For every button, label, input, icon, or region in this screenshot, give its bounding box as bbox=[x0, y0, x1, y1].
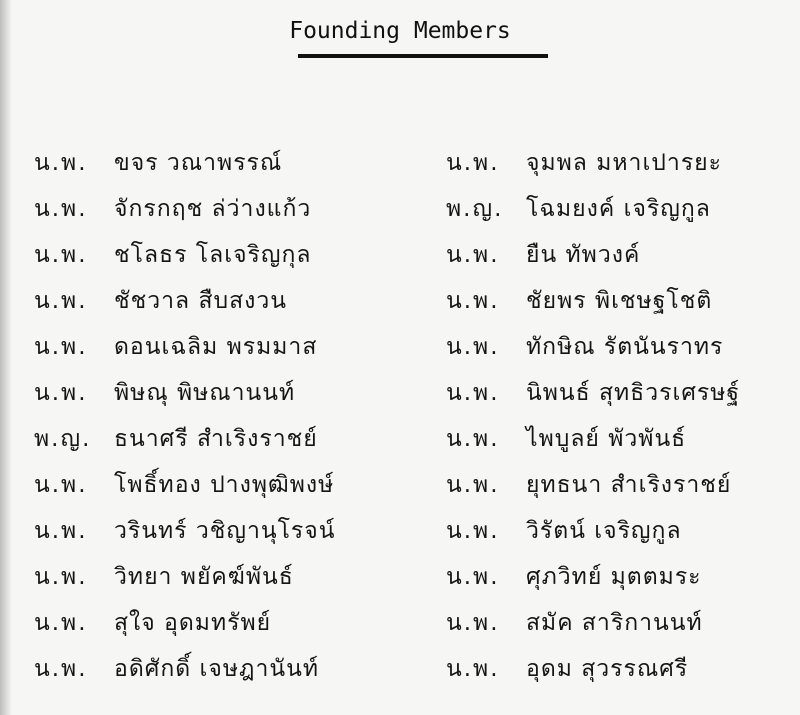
member-name: จุมพล มหาเปารยะ bbox=[526, 150, 723, 176]
title-underline bbox=[298, 54, 548, 58]
member-title: น.พ. bbox=[34, 196, 88, 222]
member-row bbox=[34, 600, 335, 646]
member-title: น.พ. bbox=[34, 242, 88, 268]
member-title: น.พ. bbox=[34, 472, 88, 498]
member-row bbox=[446, 324, 740, 370]
member-name: ดอนเฉลิม พรมมาส bbox=[114, 334, 318, 360]
member-row bbox=[446, 462, 740, 508]
member-name: ยืน ทัพวงค์ bbox=[526, 242, 641, 268]
member-title: น.พ. bbox=[34, 380, 88, 406]
member-name: ชัยพร พิเชษฐโชติ bbox=[526, 288, 713, 314]
member-name: ธนาศรี สำเริงราชย์ bbox=[114, 426, 318, 452]
member-row bbox=[34, 278, 335, 324]
member-title: น.พ. bbox=[446, 334, 500, 360]
member-row bbox=[34, 370, 335, 416]
member-title: น.พ. bbox=[446, 150, 500, 176]
member-title: น.พ. bbox=[34, 288, 88, 314]
member-name: สมัค สาริกานนท์ bbox=[526, 610, 703, 636]
member-row bbox=[34, 140, 335, 186]
member-name: ขจร วณาพรรณ์ bbox=[114, 150, 283, 176]
member-name: ชัชวาล สืบสงวน bbox=[114, 288, 287, 314]
member-name: วิทยา พยัคฆ์พันธ์ bbox=[114, 564, 294, 590]
member-name: อดิศักดิ์ เจษฎานันท์ bbox=[114, 656, 319, 682]
member-name: ทักษิณ รัตนันราทร bbox=[526, 334, 724, 360]
member-title: น.พ. bbox=[446, 288, 500, 314]
member-name: โพธิ์ทอง ปางพุฒิพงษ์ bbox=[114, 472, 335, 498]
member-name: พิษณุ พิษณานนท์ bbox=[114, 380, 296, 406]
member-row bbox=[446, 278, 740, 324]
member-title: น.พ. bbox=[446, 564, 500, 590]
member-name: ไพบูลย์ พัวพันธ์ bbox=[526, 426, 687, 452]
member-title: น.พ. bbox=[34, 610, 88, 636]
member-row bbox=[446, 370, 740, 416]
member-row bbox=[34, 232, 335, 278]
member-title: น.พ. bbox=[446, 242, 500, 268]
member-row bbox=[446, 508, 740, 554]
member-row bbox=[446, 232, 740, 278]
member-row bbox=[446, 416, 740, 462]
member-name: ชโลธร โลเจริญกุล bbox=[114, 242, 312, 268]
member-name: นิพนธ์ สุทธิวรเศรษฐ์ bbox=[526, 380, 741, 406]
member-row bbox=[34, 646, 335, 692]
member-row bbox=[446, 186, 740, 232]
member-row bbox=[446, 600, 740, 646]
member-name: โฉมยงค์ เจริญกูล bbox=[526, 196, 711, 222]
member-title: น.พ. bbox=[446, 656, 500, 682]
member-title: น.พ. bbox=[34, 518, 88, 544]
member-row bbox=[34, 554, 335, 600]
page-title: Founding Members bbox=[289, 18, 511, 44]
member-name: สุใจ อุดมทรัพย์ bbox=[114, 610, 272, 636]
member-list-left bbox=[34, 140, 335, 692]
member-title: น.พ. bbox=[446, 380, 500, 406]
member-row bbox=[34, 462, 335, 508]
member-row bbox=[34, 416, 335, 462]
page-edge-shadow bbox=[0, 0, 12, 715]
member-name: วรินทร์ วชิญานุโรจน์ bbox=[114, 518, 336, 544]
member-title: พ.ญ. bbox=[34, 426, 92, 452]
member-row bbox=[34, 324, 335, 370]
member-title: น.พ. bbox=[446, 426, 500, 452]
member-row bbox=[446, 554, 740, 600]
member-name: ศุภวิทย์ มุตตมระ bbox=[526, 564, 702, 590]
member-row bbox=[34, 186, 335, 232]
member-name: ยุทธนา สำเริงราชย์ bbox=[526, 472, 732, 498]
member-name: วิรัตน์ เจริญกูล bbox=[526, 518, 682, 544]
member-name: จักรกฤช ล่ว่างแก้ว bbox=[114, 196, 312, 222]
member-title: น.พ. bbox=[34, 150, 88, 176]
member-title: น.พ. bbox=[34, 334, 88, 360]
member-name: อุดม สุวรรณศรี bbox=[526, 656, 689, 682]
member-title: น.พ. bbox=[446, 518, 500, 544]
member-list-right bbox=[446, 140, 740, 692]
member-title: น.พ. bbox=[446, 610, 500, 636]
member-row bbox=[446, 646, 740, 692]
member-title: น.พ. bbox=[34, 656, 88, 682]
member-row bbox=[446, 140, 740, 186]
member-title: พ.ญ. bbox=[446, 196, 504, 222]
member-title: น.พ. bbox=[446, 472, 500, 498]
member-title: น.พ. bbox=[34, 564, 88, 590]
member-row bbox=[34, 508, 335, 554]
